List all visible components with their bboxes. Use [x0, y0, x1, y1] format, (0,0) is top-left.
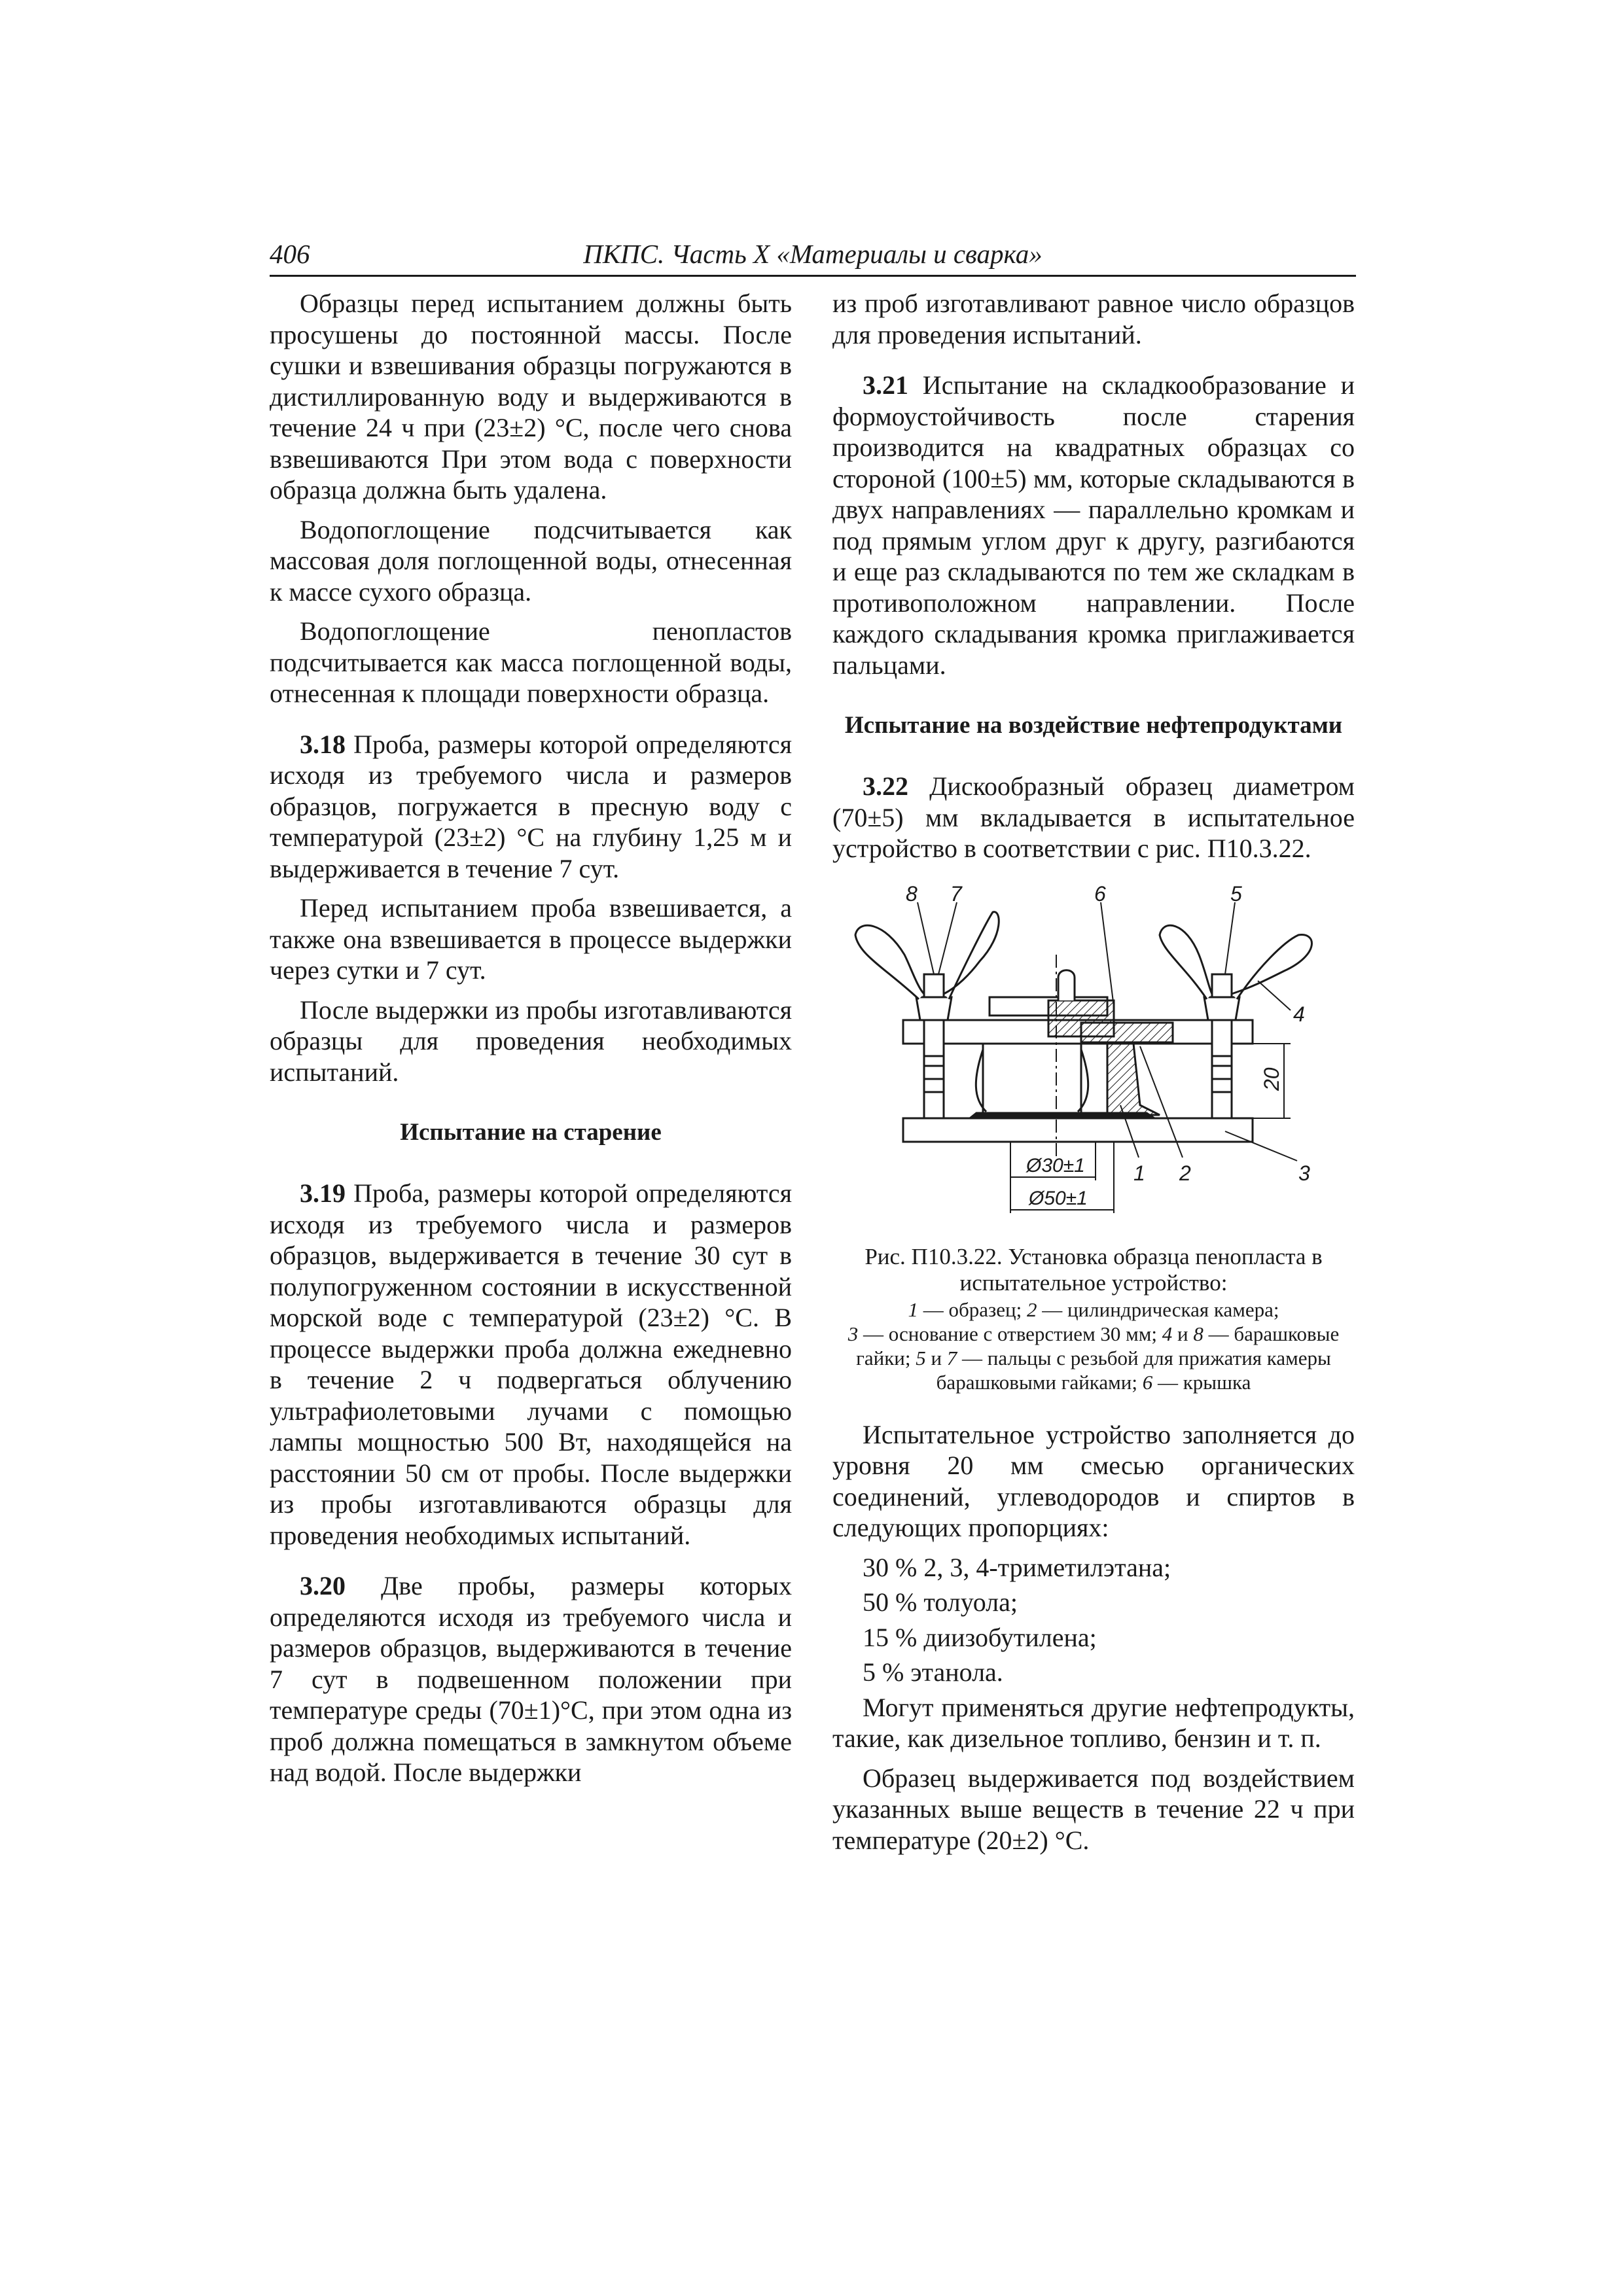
section-3-18 [270, 729, 792, 885]
legend-text: — цилиндрическая камера; [1037, 1298, 1279, 1321]
sample-disc [970, 1113, 1154, 1118]
dimension-diameter-50: Ø50±1 [1029, 1187, 1088, 1209]
test-device-drawing [832, 883, 1355, 1236]
figure-caption: Рис. П10.3.22. Установка образца пенопласта в испытательное устройство: [865, 1243, 1323, 1296]
section-3-21 [832, 370, 1355, 680]
dimension-diameter-30: Ø30±1 [1026, 1154, 1085, 1176]
list-item: 5 % этанола. [863, 1657, 1003, 1687]
section-number: 3.19 [300, 1178, 346, 1208]
base-plate [903, 1118, 1253, 1142]
paragraph-holding-time: Образец выдерживается под воздействием указанных выше веществ в течение 22 ч при температуре (20±2) °С. [832, 1763, 1355, 1855]
legend-number: 6 [1142, 1370, 1153, 1394]
paragraph-fill-level: Испытательное устройство заполняется до уровня 20 мм смесью органических соединений, углеводородов и спиртов в следующих пропорциях: [832, 1419, 1355, 1542]
paragraph-other-products: Могут применяться другие нефтепродукты, такие, как дизельное топливо, бензин и т. п. [832, 1692, 1355, 1753]
legend-number: 1 [908, 1298, 918, 1321]
dimension-height-20: 20 [1260, 1067, 1283, 1091]
section-text: Проба, размеры которой определяются исходя из требуемого числа и размеров образцов, погружается в пресную воду с температурой (23±2) °С на глубину 1,25 м и выдерживается в течение 7 сут. [270, 729, 792, 883]
paragraph-weighing: Перед испытанием проба взвешивается, а также она взвешивается в процессе выдержки через сутки и 7 сут. [270, 893, 792, 985]
section-text: Проба, размеры которой определяются исходя из требуемого числа и размеров образцов, выдерживается в течение 30 сут в полупогруженном состоянии в искусственной морской воде с температурой (23±2) °С. В процессе выдержки проба должна ежедневно в течение 2 ч подвергаться облучению ультрафиолетовыми лучами с помощью лампы мощностью 500 Вт, находящейся на расстоянии 50 см от пробы. После выдержки из пробы изготавливаются образцы для проведения необходимых испытаний. [270, 1178, 792, 1550]
section-3-19 [270, 1178, 792, 1551]
paragraph-continued: из проб изготавливают равное число образцов для проведения испытаний. [832, 289, 1355, 349]
callout-8: 8 [906, 882, 918, 906]
legend-number: 4 [1162, 1322, 1173, 1345]
figure-test-device [832, 883, 1355, 1394]
callout-5: 5 [1230, 882, 1242, 906]
paragraph-after-holding: После выдержки из пробы изготавливаются образцы для проведения необходимых испытаний. [270, 995, 792, 1087]
callout-4: 4 [1293, 1002, 1305, 1026]
page-number: 406 [270, 239, 310, 269]
paragraph-water-absorption: Водопоглощение подсчитывается как массовая доля поглощенной воды, отнесенная к массе сухого образца. [270, 514, 792, 607]
right-column [832, 288, 1355, 1864]
wing-nut-left [855, 911, 999, 1019]
paragraph-drying: Образцы перед испытанием должны быть просушены до постоянной массы. После сушки и взвешивания образцы погружаются в дистиллированную воду и выдерживаются в течение 24 ч при (23±2) °С, после чего снова взвешиваются При этом вода с поверхности образца должна быть удалена. [270, 289, 792, 504]
left-column [270, 288, 792, 1797]
callout-1: 1 [1133, 1161, 1145, 1185]
legend-text: — крышка [1152, 1370, 1251, 1394]
list-item: 50 % толуола; [863, 1587, 1018, 1617]
section-number: 3.22 [863, 771, 908, 801]
legend-text: — барашковые гайки; [856, 1322, 1340, 1369]
legend-number: 2 [1026, 1298, 1037, 1321]
list-item: 30 % 2, 3, 4-триметилэтана; [863, 1552, 1171, 1582]
section-text: Дискообразный образец диаметром (70±5) мм вкладывается в испытательное устройство в соответствии с рис. П10.3.22. [832, 771, 1355, 863]
paragraph-foam-absorption: Водопоглощение пенопластов подсчитывается как масса поглощенной воды, отнесенная к площади поверхности образца. [270, 616, 792, 708]
section-3-22 [832, 771, 1355, 864]
section-3-20 [270, 1570, 792, 1788]
list-item: 15 % диизобутилена; [863, 1622, 1097, 1652]
legend-number: 8 [1193, 1322, 1204, 1345]
legend-text: и [925, 1346, 947, 1369]
legend-text: и [1172, 1322, 1194, 1345]
legend-text: — основание с отверстием 30 мм; [858, 1322, 1162, 1345]
running-header [270, 236, 1356, 277]
figure-legend [832, 1298, 1355, 1394]
section-number: 3.20 [300, 1571, 346, 1600]
wing-nut-right [1160, 925, 1311, 1020]
section-text: Испытание на складкообразование и формоустойчивость после старения производится на квадратных образцах со стороной (100±5) мм, которые складываются в двух направлениях — параллельно кромкам и под прямым углом друг к другу, разгибаются и еще раз складываются по тем же складкам в противоположном направлении. После каждого складывания кромка приглаживается пальцами. [832, 370, 1355, 680]
running-title: ПКПС. Часть X «Материалы и сварка» [583, 239, 1043, 269]
mixture-list [832, 1552, 1355, 1688]
legend-text: — образец; [918, 1298, 1027, 1321]
legend-number: 3 [847, 1322, 859, 1345]
heading-oil-products-test: Испытание на воздействие нефтепродуктами [844, 712, 1343, 739]
callout-3: 3 [1298, 1161, 1310, 1185]
heading-aging-test: Испытание на старение [400, 1119, 662, 1146]
section-number: 3.21 [863, 370, 908, 400]
legend-number: 5 [916, 1346, 926, 1369]
callout-2: 2 [1179, 1161, 1191, 1185]
legend-text: — пальцы с резьбой для прижатия камеры барашковыми гайками; [936, 1346, 1331, 1394]
section-number: 3.18 [300, 729, 346, 759]
section-text: Две пробы, размеры которых определяются исходя из требуемого числа и размеров образцов, выдерживаются в течение 7 сут в подвешенном положении при температуре среды (70±1)°С, при этом одна из проб должна помещаться в замкнутом объеме над водой. После выдержки [270, 1571, 792, 1787]
callout-6: 6 [1094, 882, 1106, 906]
callout-7: 7 [950, 882, 962, 906]
legend-number: 7 [946, 1346, 957, 1369]
